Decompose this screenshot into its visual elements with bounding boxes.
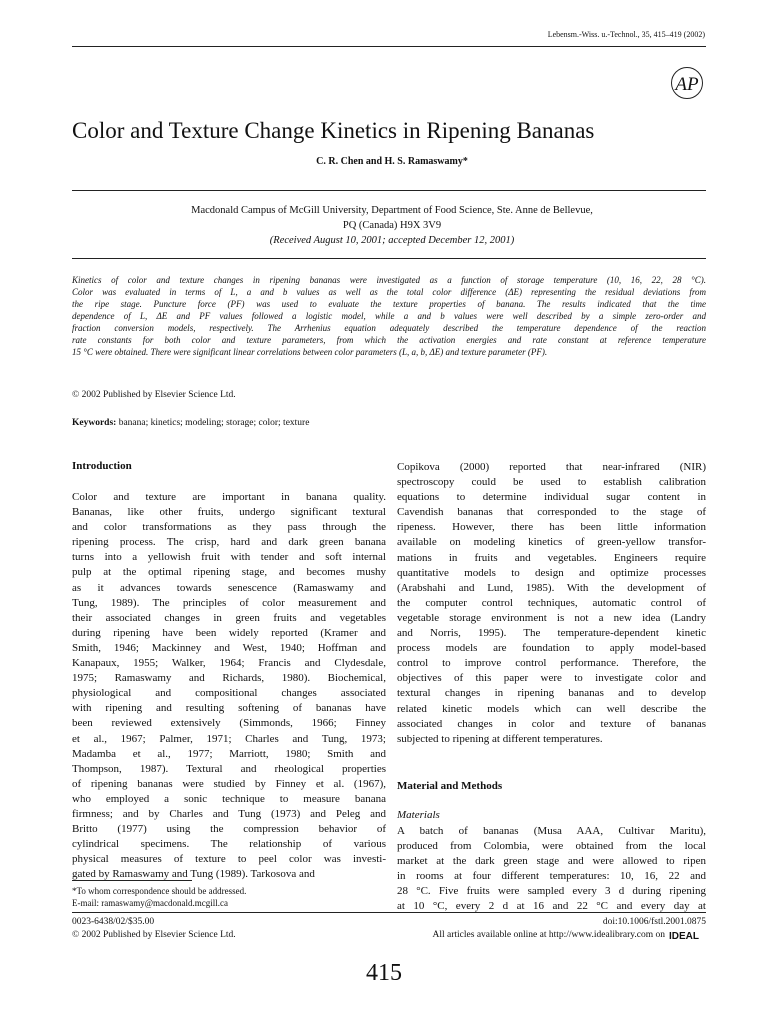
right-column-line: ripeness. However, there has been little information — [397, 521, 706, 534]
abstract-line: 15 °C were obtained. There were significant linear correlations between color parameters (L, a, b, ΔE) and texture parameter (PF). — [72, 347, 548, 357]
right-column-line: Cavendish bananas that corresponded to the stage of — [397, 506, 706, 519]
issn-line: 0023-6438/02/$35.00 — [72, 917, 155, 927]
left-column-line: firmness; and by Charles and Tung (1973) and Peleg and — [72, 807, 386, 820]
abstract-line: fraction conversion models, respectively. The Arrhenius equation adequately described the temperature dependence of the reaction — [72, 323, 706, 333]
top-rule — [72, 46, 706, 47]
left-column-line: of ripening bananas were studied by Finney et al. (1967), — [72, 777, 386, 790]
right-column-line: Copikova (2000) reported that near-infrared (NIR) — [397, 461, 706, 473]
footer-rule — [72, 912, 706, 913]
authors: C. R. Chen and H. S. Ramaswamy* — [316, 156, 468, 167]
journal-reference: Lebensm.-Wiss. u.-Technol., 35, 415–419 (2002) — [547, 30, 705, 39]
left-column-line: Thompson, 1987). Textural and rheological properties — [72, 762, 386, 775]
right-column-line: vegetable storage environment is not a new idea (Landry — [397, 611, 706, 624]
ideal-logo — [668, 929, 706, 941]
left-column-line: Smith, 1946; Mackinney and West, 1940; Hoffman and — [72, 641, 386, 654]
footer-copyright: © 2002 Published by Elsevier Science Ltd. — [72, 930, 236, 940]
abstract-line: Kinetics of color and texture changes in ripening bananas were investigated as a function of storage temperature (10, 16, 22, 28 °C). — [72, 275, 706, 285]
abstract-line: dependence of L, ΔE and PF values followed a logistic model, while a and b values were well described by a simple zero-order and — [72, 311, 706, 321]
left-column-line: pulp at the optimal ripening stage, and becomes mushy — [72, 566, 386, 579]
footnote-line: *To whom correspondence should be addressed. — [72, 886, 247, 896]
left-column-line: been reviewed extensively (Simmonds, 1966; Finney — [72, 717, 386, 730]
copyright-notice: © 2002 Published by Elsevier Science Ltd. — [72, 390, 236, 400]
received-dates: (Received August 10, 2001; accepted December 12, 2001) — [269, 235, 515, 246]
left-column-text — [72, 490, 386, 882]
left-column-line: who employed a sonic technique to measure banana — [72, 792, 386, 805]
paper-title: Color and Texture Change Kinetics in Ripening Bananas — [72, 118, 595, 143]
materials-text — [397, 824, 706, 915]
materials-line: in rooms at four different temperatures: 10, 16, 22 and — [397, 870, 706, 883]
right-column-line: equations to determine individual sugar content in — [397, 491, 706, 504]
abstract-line: Color was evaluated in terms of L, a and b values as well as the total color difference (ΔE) representing the residual deviations from — [72, 287, 706, 297]
materials-line: 28 °C. Five fruits were sampled every 3 d during ripening — [397, 885, 706, 898]
right-column-line: the computer control techniques, automatic control of — [397, 596, 706, 609]
materials-line: market at the dark green stage and were allowed to ripen — [397, 855, 706, 868]
right-column-line: textural changes in ripening bananas and to develop — [397, 687, 706, 700]
affiliation — [72, 203, 712, 248]
right-column-line: (Arabshahi and Lund, 1985). With the development of — [397, 581, 706, 594]
right-column-line: control to improve control performance. Therefore, the — [397, 657, 706, 670]
right-column-line: related kinetic models which can well describe the — [397, 702, 706, 715]
left-column-line: Tung, 1989). The principles of color measurement and — [72, 596, 386, 609]
materials-line: at 10 °C, every 2 d at 16 and 22 °C and every day at — [397, 900, 706, 913]
publisher-logo — [670, 66, 704, 100]
right-column-line: mations in fruits and vegetables. Engineers require — [397, 551, 706, 564]
footnote-rule — [72, 880, 192, 881]
left-column-line: gated by Ramaswamy and Tung (1989). Tarkosova and — [72, 868, 315, 881]
right-column-line: objectives of this paper were to investigate color and — [397, 672, 706, 685]
abstract — [72, 274, 706, 358]
right-column-line: spectroscopy could be used to establish calibration — [397, 476, 706, 489]
left-column-line: Kanapaux, 1955; Walker, 1964; Francis and Clydesdale, — [72, 657, 386, 670]
online-availability — [340, 929, 706, 942]
left-column-line: cylindrical specimens. The relationship of various — [72, 838, 386, 851]
publisher-logo-text: AP — [675, 74, 699, 95]
left-column-line: physiological and compositional changes associated — [72, 687, 386, 700]
page-number: 415 — [366, 960, 402, 986]
right-column-text — [397, 460, 706, 747]
ideal-logo-text: IDEAL — [669, 931, 699, 941]
footnote — [72, 885, 246, 909]
left-column-line: ripening process. The crisp, hard and dark green banana — [72, 536, 386, 549]
left-column-line: as it advances towards senescence (Ramaswamy and — [72, 581, 386, 594]
materials-line: produced from Colombia, were obtained from the local — [397, 840, 706, 853]
doi: doi:10.1006/fstl.2001.0875 — [602, 917, 706, 927]
section-heading-methods: Material and Methods — [397, 780, 503, 792]
right-column-line: and Norris, 1995). The temperature-dependent kinetic — [397, 627, 706, 640]
section-heading-introduction: Introduction — [72, 460, 132, 472]
footnote-email: E-mail: ramaswamy@macdonald.mcgill.ca — [72, 898, 228, 908]
doi-block — [340, 916, 706, 942]
keywords — [72, 418, 309, 428]
left-column-line: during ripening have been widely reported (Kramer and — [72, 626, 386, 639]
affiliation-line: PQ (Canada) H9X 3V9 — [342, 220, 442, 231]
left-column-line: Britto (1977) using the compression behavior of — [72, 823, 386, 836]
keywords-text: banana; kinetics; modeling; storage; color; texture — [118, 418, 310, 428]
abstract-line: rate constants for both color and texture parameters, from which the activation energies and rate constant at reference temperature — [72, 335, 706, 345]
left-column-line: Bananas, like other fruits, undergo significant textural — [72, 506, 386, 519]
left-column-line: et al., 1967; Palmer, 1971; Charles and Tung, 1973; — [72, 732, 386, 745]
left-column-line: Madamba et al., 1977; Marriott, 1980; Smith and — [72, 747, 386, 760]
subsection-heading-materials: Materials — [397, 809, 440, 821]
right-column-line: available on modeling kinetics of green-yellow transfor- — [397, 536, 706, 549]
right-column-line: subjected to ripening at different temperatures. — [397, 732, 603, 745]
right-column-line: process models are foundation to apply model-based — [397, 642, 706, 655]
keywords-label: Keywords: — [72, 418, 117, 428]
left-column-line: their associated changes in green fruits and vegetables — [72, 611, 386, 624]
right-column-line: quantitative models to design and optimize processes — [397, 566, 706, 579]
left-column-line: with ripening and resulting softening of bananas have — [72, 702, 386, 715]
right-column-line: associated changes in color and texture of bananas — [397, 717, 706, 730]
materials-line: A batch of bananas (Musa AAA, Cultivar Maritu), — [397, 825, 706, 837]
abstract-line: the ripe stage. Puncture force (PF) was used to evaluate the texture properties of banana. The results indicated that the time — [72, 299, 706, 309]
left-column-line: 1975; Ramaswamy and Richards, 1980). Biochemical, — [72, 672, 386, 685]
affiliation-line: Macdonald Campus of McGill University, Department of Food Science, Ste. Anne de Bellevue, — [191, 205, 593, 216]
left-column-line: physical measures of texture to peel color was investi- — [72, 853, 386, 866]
left-column-line: Color and texture are important in banana quality. — [72, 491, 386, 503]
left-column-line: turns into a yellowish fruit with tender and soft internal — [72, 551, 386, 564]
title-rule — [72, 190, 706, 191]
affiliation-rule — [72, 258, 706, 259]
issn — [72, 916, 236, 942]
online-text: All articles available online at http://www.idealibrary.com on — [432, 930, 665, 941]
left-column-line: and color transformations as they pass through the — [72, 521, 386, 534]
